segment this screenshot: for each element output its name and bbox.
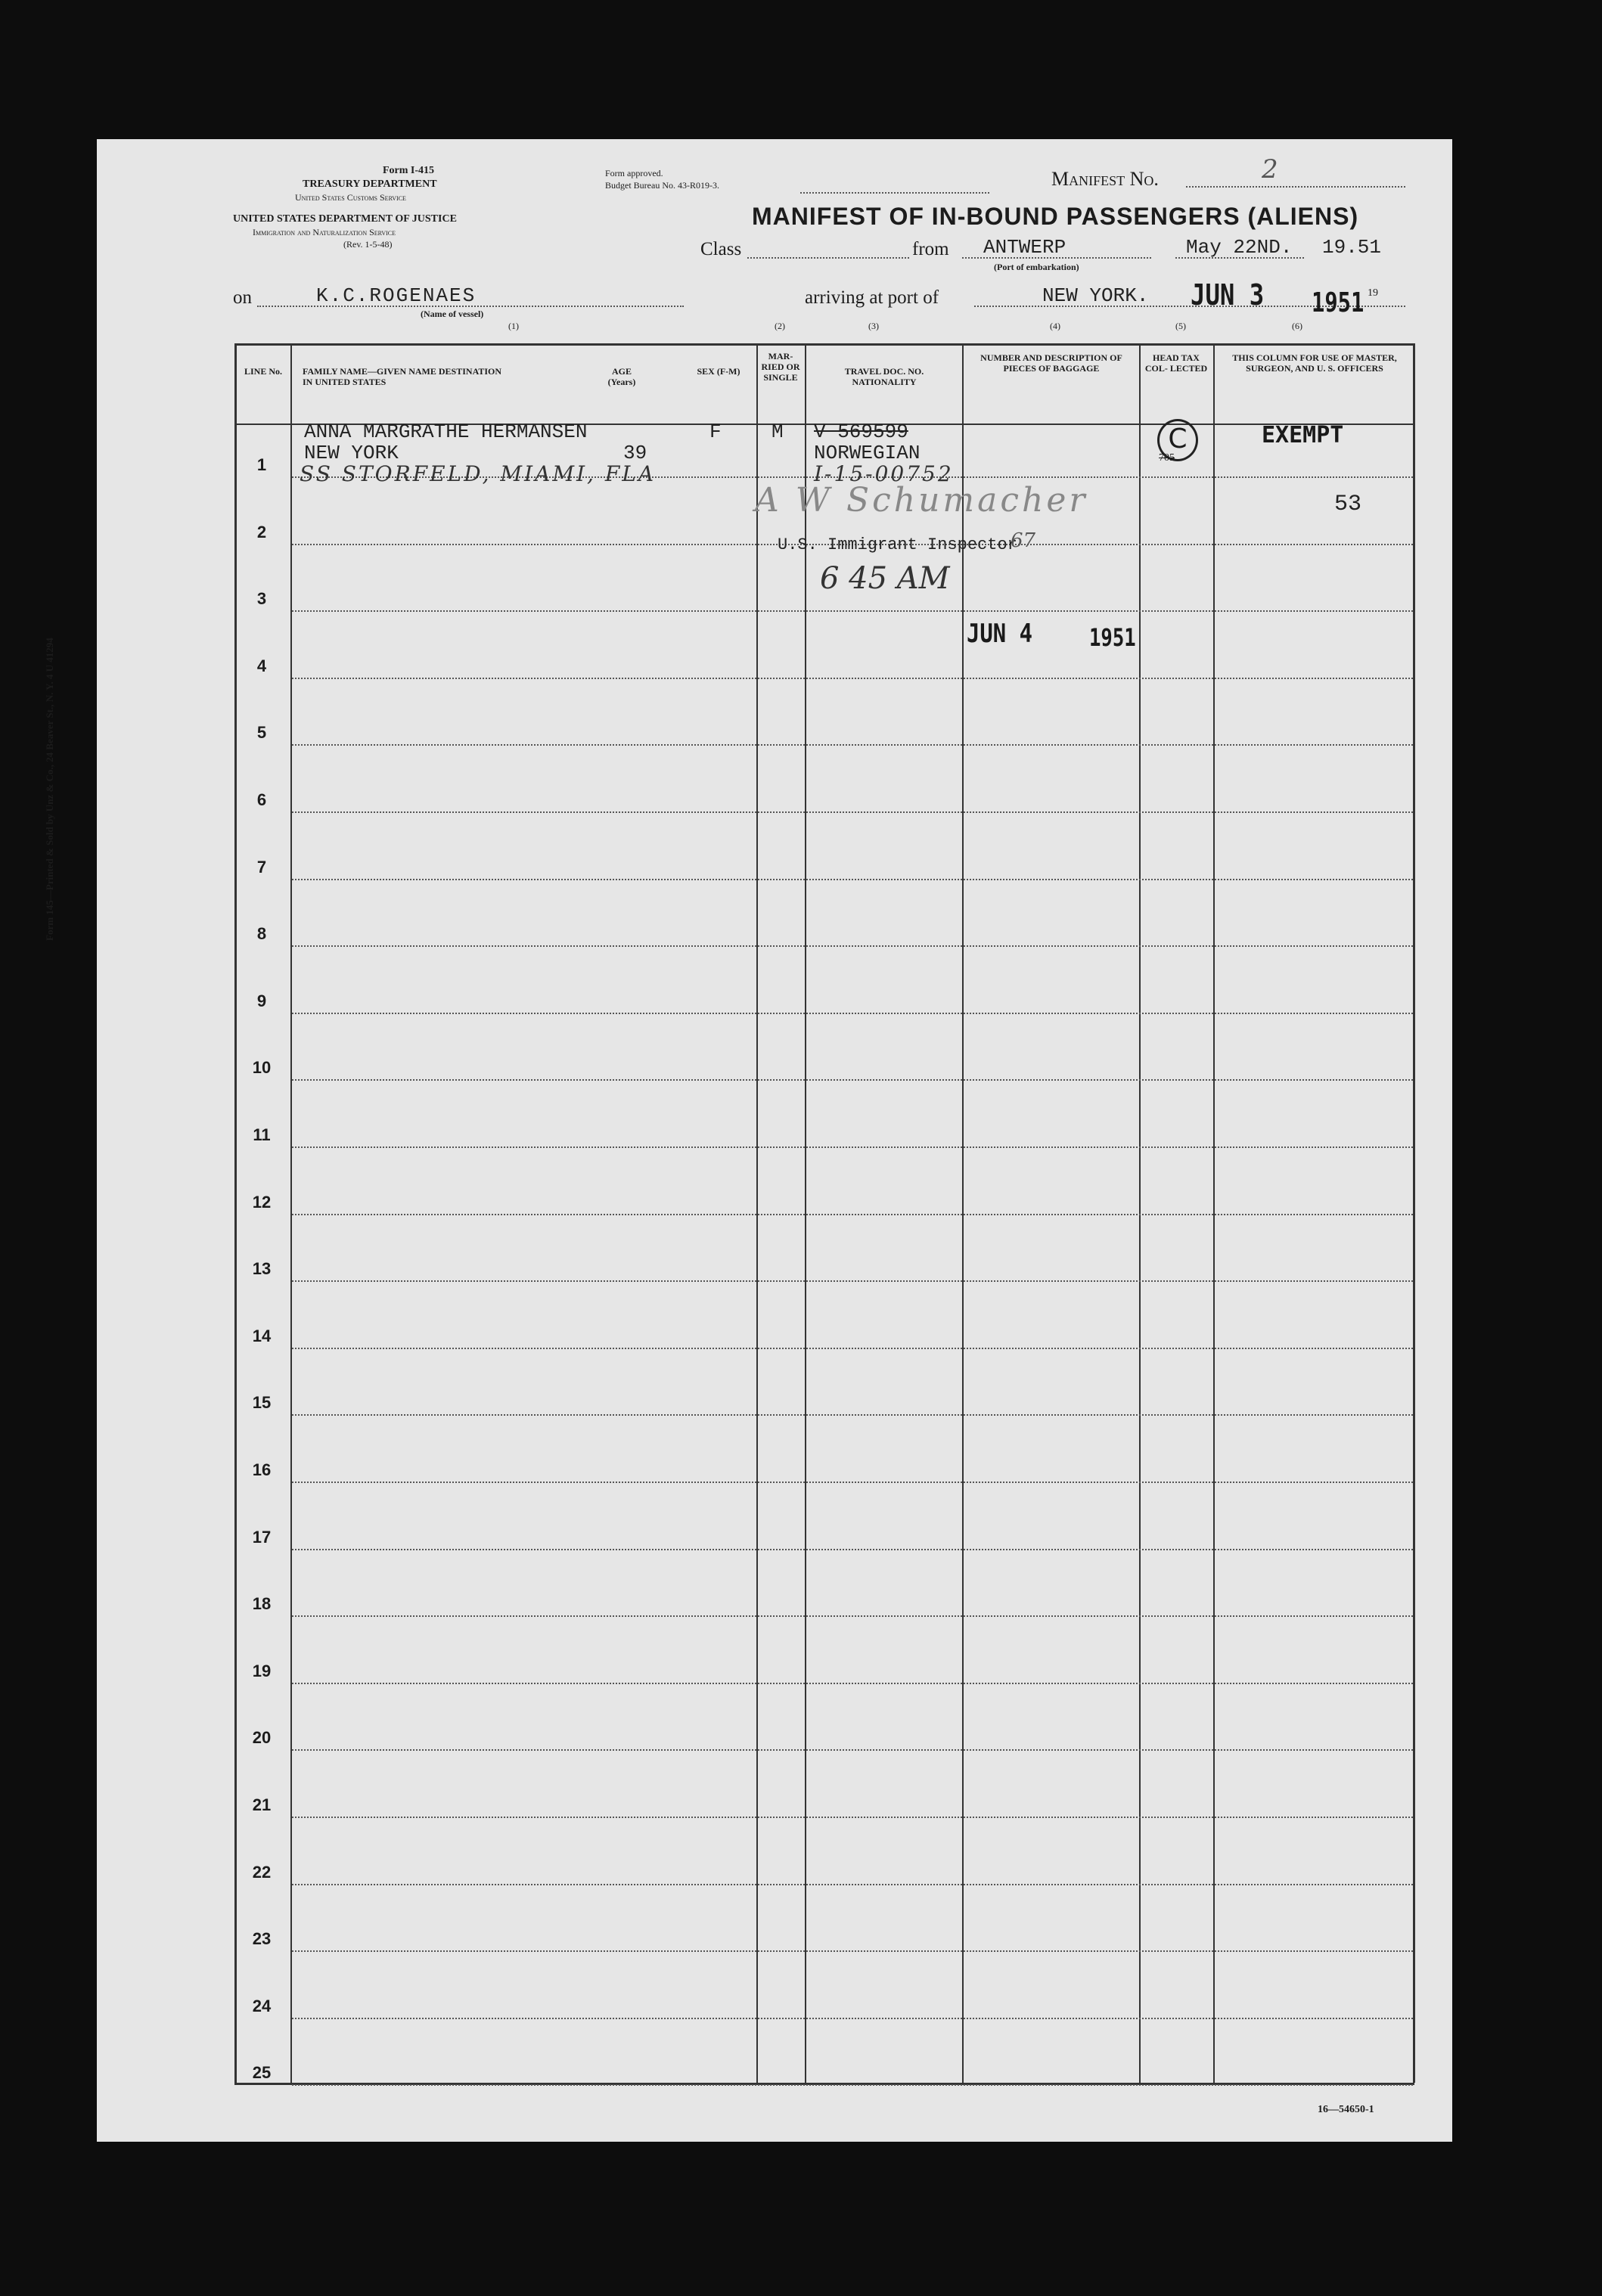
row-rule (292, 744, 1413, 746)
row-rule (292, 2018, 1413, 2019)
ins-service: Immigration and Naturalization Service (253, 227, 396, 237)
row-rule (292, 1214, 1413, 1215)
header-age: AGE (Years) (607, 366, 636, 387)
passenger-address: SS STORFELD, MIAMI, FLA (300, 461, 657, 486)
inspection-time: 6 45 AM (820, 561, 950, 596)
officer-number: 53 (1334, 492, 1362, 517)
header-line-no: LINE No. (244, 366, 282, 377)
arriving-label: arriving at port of (805, 287, 939, 308)
row-rule (292, 1749, 1413, 1751)
row-number: 9 (256, 991, 267, 1010)
row-rule (292, 811, 1413, 813)
passenger-age: 39 (623, 442, 647, 464)
row-rule (292, 1615, 1413, 1617)
row-number: 18 (252, 1594, 272, 1614)
col-num-3: (3) (868, 321, 879, 331)
row-rule (292, 2084, 1413, 2086)
from-port: ANTWERP (983, 236, 1066, 259)
manifest-sheet (44, 139, 1452, 2142)
row-number: 12 (252, 1192, 272, 1212)
passenger-name: ANNA MARGRATHE HERMANSEN (304, 420, 588, 443)
form-title: MANIFEST OF IN-BOUND PASSENGERS (ALIENS) (752, 203, 1359, 230)
row-number: 6 (256, 790, 267, 809)
footer-code: 16—54650-1 (1318, 2104, 1374, 2115)
row-rule (292, 1817, 1413, 1818)
row-number: 10 (252, 1058, 272, 1078)
header-travel-doc: TRAVEL DOC. NO. NATIONALITY (844, 366, 924, 387)
inspector-number: 67 (1011, 529, 1036, 552)
inspector-signature: A W Schumacher (755, 481, 1088, 520)
passenger-destination: NEW YORK (304, 442, 399, 464)
row-number: 21 (252, 1795, 272, 1814)
row-number: 7 (256, 857, 267, 877)
printer-side-text: Form 145—Printed & Sold by Unz & Co., 24 Beaver St., N. Y. 4 U 41294 (44, 638, 55, 941)
embark-year: 19.51 (1322, 236, 1382, 259)
vessel-name: K.C.ROGENAES (316, 284, 477, 307)
col-num-5: (5) (1175, 321, 1186, 331)
budget-bureau: Budget Bureau No. 43-R019-3. (605, 180, 719, 191)
row-rule (292, 1079, 1413, 1081)
header-baggage: NUMBER AND DESCRIPTION OF PIECES OF BAGGAGE (980, 352, 1122, 374)
header-married: MAR- RIED OR SINGLE (761, 351, 800, 383)
embarkation-sub: (Port of embarkation) (994, 262, 1079, 272)
form-approved: Form approved. (605, 168, 663, 178)
row-number: 16 (252, 1460, 272, 1479)
row-number: 25 (252, 2063, 272, 2083)
manifest-no-value: 2 (1262, 154, 1278, 185)
row-rule (292, 1414, 1413, 1416)
row-rule (292, 1950, 1413, 1952)
row-rule (292, 1549, 1413, 1550)
inspection-year-stamp: 1951 (1089, 623, 1136, 652)
row-number: 24 (252, 1996, 272, 2015)
head-tax-sub: 705 (1159, 452, 1175, 464)
inspector-title: U.S. Immigrant Inspector (778, 535, 1017, 554)
row-number: 17 (252, 1527, 272, 1547)
arrival-date-stamp: JUN 3 (1191, 278, 1265, 312)
row-number: 19 (252, 1661, 272, 1680)
row-rule (292, 945, 1413, 947)
passenger-nationality: NORWEGIAN (814, 442, 921, 464)
row-rule (292, 1884, 1413, 1885)
row-rule (292, 1013, 1413, 1014)
row-number: 4 (256, 656, 267, 675)
header-head-tax: HEAD TAX COL- LECTED (1144, 352, 1208, 374)
justice-dept: UNITED STATES DEPARTMENT OF JUSTICE (233, 213, 457, 225)
passenger-sex: F (709, 420, 722, 443)
row-rule (292, 678, 1413, 679)
arrival-port: NEW YORK. (1042, 284, 1149, 307)
head-tax-circle: C (1157, 419, 1198, 461)
manifest-no-label: Manifest No. (1051, 168, 1159, 190)
col-num-2: (2) (775, 321, 785, 331)
row-rule (292, 1146, 1413, 1148)
row-number: 14 (252, 1326, 272, 1345)
row-rule (292, 1482, 1413, 1483)
passenger-doc-struck: V 569599 (814, 420, 908, 443)
col-num-1: (1) (508, 321, 519, 331)
row-rule (292, 1683, 1413, 1684)
row-number: 22 (252, 1862, 272, 1882)
header-officers: THIS COLUMN FOR USE OF MASTER, SURGEON, AND U. S. OFFICERS (1232, 352, 1397, 374)
row-rule (292, 1348, 1413, 1349)
arrival-year-stamp: 1951 (1312, 287, 1364, 318)
header-name: FAMILY NAME—GIVEN NAME DESTINATION IN UNITED STATES (303, 366, 502, 387)
passenger-doc-hand: I-15-00752 (814, 461, 954, 486)
revision: (Rev. 1-5-48) (343, 239, 393, 250)
passenger-married: M (772, 420, 784, 443)
embark-date: May 22ND. (1186, 236, 1293, 259)
form-number: Form I-415 (383, 165, 435, 176)
row-number: 15 (252, 1393, 272, 1413)
row-rule (292, 1280, 1413, 1282)
row-number: 8 (256, 924, 267, 944)
exempt-stamp: EXEMPT (1262, 422, 1344, 448)
row-number: 20 (252, 1728, 272, 1748)
col-num-4: (4) (1050, 321, 1060, 331)
from-label: from (912, 239, 949, 259)
row-number: 5 (256, 723, 267, 743)
row-number: 3 (256, 589, 267, 609)
row-number: 13 (252, 1259, 272, 1279)
row-rule (292, 879, 1413, 880)
class-label: Class (700, 239, 742, 259)
header-sex: SEX (F-M) (697, 366, 740, 377)
row-number: 23 (252, 1929, 272, 1949)
vessel-sub: (Name of vessel) (421, 309, 484, 319)
inspection-date-stamp: JUN 4 (967, 619, 1033, 649)
on-label: on (233, 287, 252, 308)
arrival-19: 19 (1368, 287, 1378, 299)
col-num-6: (6) (1292, 321, 1302, 331)
row-number: 2 (256, 522, 267, 541)
customs-service: United States Customs Service (295, 192, 406, 203)
row-number: 11 (253, 1125, 271, 1144)
row-rule (292, 610, 1413, 612)
treasury-dept: TREASURY DEPARTMENT (303, 178, 437, 190)
row-number: 1 (256, 455, 267, 474)
